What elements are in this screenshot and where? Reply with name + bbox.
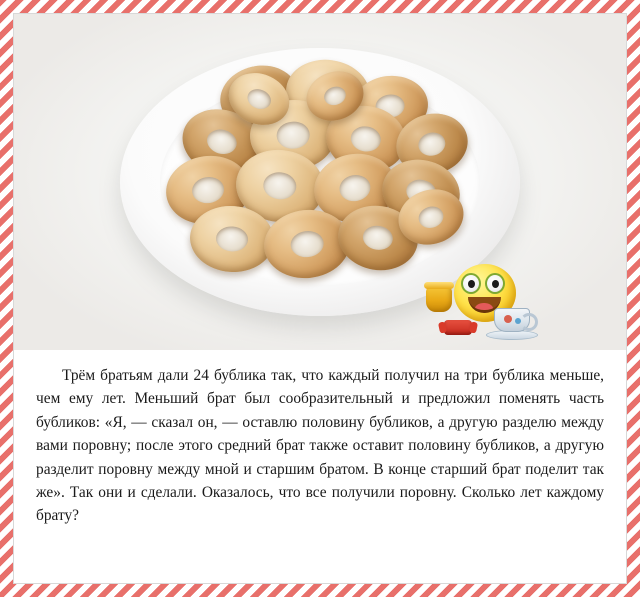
smiley-eye-right-icon — [485, 273, 505, 294]
tea-cup-icon — [494, 308, 530, 332]
problem-statement: Трём братьям дали 24 бублика так, что каждый получил на три бублика меньше, чем ему лет. Меньший брат был сообразительный и предложил поменять часть бубликов: «Я, — сказал он, — оставлю половину бубликов, а другую разделю между вами поровну; после этого средний брат также оставит половину бубликов, а другую разделит поровну между мной и старшим братом. В конце старший брат поделит так же». Так они и сделали. Оказалось, что все получили поровну. Сколько лет каждому брату? — [36, 367, 604, 525]
smiley-decoration — [426, 264, 551, 349]
bagels-photo — [14, 14, 626, 350]
smiley-eye-left-icon — [461, 273, 481, 294]
honey-pot-icon — [426, 286, 452, 312]
tea-cup-spot-icon — [515, 318, 521, 324]
smiley-pupil-icon — [492, 280, 499, 288]
page-content — [13, 13, 627, 584]
candy-icon — [444, 320, 472, 335]
problem-text-block — [14, 350, 626, 528]
smiley-tongue-icon — [475, 303, 493, 313]
smiley-pupil-icon — [468, 280, 475, 288]
tea-cup-spot-icon — [504, 315, 512, 323]
